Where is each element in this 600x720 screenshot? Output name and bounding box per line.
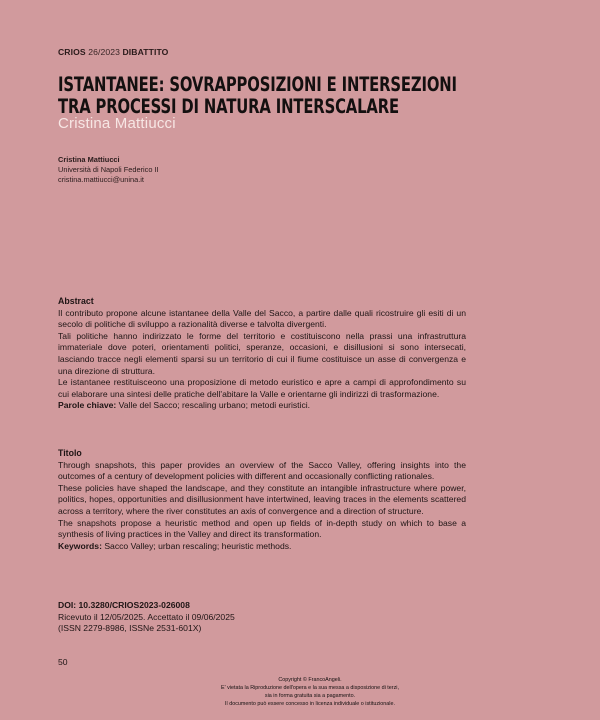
- title-line-2: TRA PROCESSI DI NATURA INTERSCALARE: [58, 94, 399, 118]
- abstract-paragraph: Il contributo propone alcune istantanee della Valle del Sacco, a partire dalle quali ricostruire gli esiti di un secolo di politiche di sviluppo a razionalità diverse e talvolta divergenti.: [58, 307, 466, 330]
- affiliation-institution: Università di Napoli Federico II: [58, 165, 159, 174]
- abstract-section: [58, 296, 466, 412]
- abstract-keywords: [58, 400, 466, 412]
- journal-issue: 26/2023: [88, 47, 120, 57]
- english-heading: Titolo: [58, 448, 82, 458]
- publication-info: [58, 600, 235, 635]
- journal-name: CRIOS: [58, 47, 86, 57]
- copyright-line: sia in forma gratuita sia a pagamento.: [264, 693, 356, 699]
- article-title: [58, 74, 544, 117]
- keywords-label: Parole chiave:: [58, 400, 117, 411]
- english-keywords: [58, 541, 466, 553]
- affiliation-name: Cristina Mattiucci: [58, 155, 120, 164]
- affiliation-email[interactable]: cristina.mattiucci@unina.it: [58, 175, 144, 184]
- page-number: 50: [58, 657, 68, 667]
- issn: (ISSN 2279-8986, ISSNe 2531-601X): [58, 623, 202, 634]
- english-paragraph: The snapshots propose a heuristic method and open up fields of in-depth study on which to base a synthesis of living practices in the Valley and direct its transformation.: [58, 517, 466, 540]
- english-paragraph: These policies have shaped the landscape, and they constitute an intangible infrastructure where power, politics, hopes, opportunities and disillusionment have intertwined, leaving traces in the elements scattered across a territory, where the river constitutes an axis of convergence and a direction of structure.: [58, 482, 466, 516]
- title-line-1: ISTANTANEE: SOVRAPPOSIZIONI E INTERSEZIONI: [58, 73, 457, 96]
- keywords-label: Keywords:: [58, 540, 102, 551]
- doi[interactable]: DOI: 10.3280/CRIOS2023-026008: [58, 600, 190, 610]
- abstract-paragraph: Tali politiche hanno indirizzato le forme del territorio e costituiscono nella prassi una infrastruttura immateriale dove poteri, orientamenti politici, speranze, occasioni, e disillusioni si sono intersecati, lasciando tracce negli elementi sparsi su un territorio di cui il fiume costituisce un asse di convergenza e una direzione di struttura.: [58, 330, 466, 376]
- copyright-notice: [150, 676, 470, 708]
- journal-section: DIBATTITO: [122, 47, 169, 57]
- english-abstract-section: [58, 448, 466, 552]
- abstract-heading: Abstract: [58, 296, 94, 306]
- copyright-line: Copyright © FrancoAngeli.: [278, 677, 342, 683]
- keywords-value: Valle del Sacco; rescaling urbano; metodi euristici.: [118, 400, 311, 411]
- keywords-value: Sacco Valley; urban rescaling; heuristic methods.: [104, 540, 292, 551]
- journal-header: [58, 47, 168, 57]
- english-paragraph: Through snapshots, this paper provides an overview of the Sacco Valley, offering insights into the outcomes of a century of development policies with different and occasionally conflicting rationales.: [58, 459, 466, 482]
- copyright-line: Il documento può essere concesso in licenza individuale o istituzionale.: [225, 701, 395, 707]
- copyright-line: E' vietata la Riproduzione dell'opera e la sua messa a disposizione di terzi,: [221, 685, 399, 691]
- author-affiliation: [58, 155, 159, 185]
- abstract-paragraph: Le istantanee restituisceono una proposizione di metodo euristico e apre a campi di approfondimento su cui elaborare una sintesi delle pratiche dell'abitare la Valle e orientarne gli indirizzi di trasformazione.: [58, 377, 466, 399]
- author-byline: Cristina Mattiucci: [58, 115, 176, 132]
- received-accepted-dates: Ricevuto il 12/05/2025. Accettato il 09/06/2025: [58, 611, 235, 622]
